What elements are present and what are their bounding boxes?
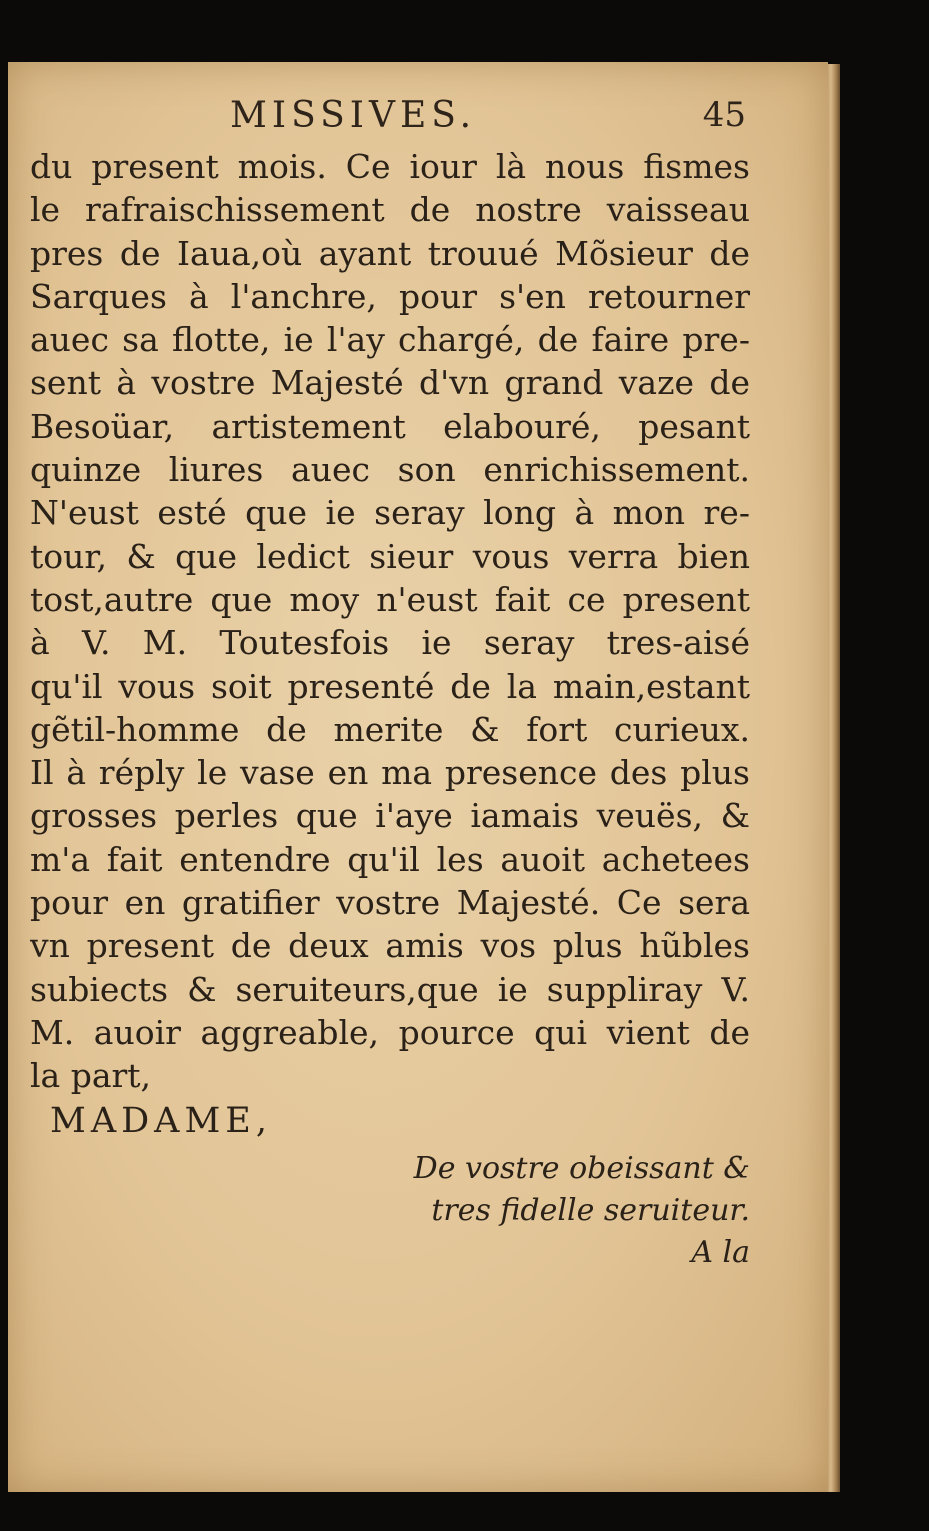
text-line: qu'il vous soit presenté de la main,estant — [30, 666, 750, 706]
text-block — [30, 95, 750, 1274]
body-text — [30, 145, 750, 1098]
text-line: à V. M. Toutesfois ie seray tres-aisé — [30, 623, 750, 663]
text-line: pour en gratifier vostre Majesté. Ce sera — [30, 883, 750, 923]
text-line: Il à réply le vase en ma presence des plus — [30, 753, 750, 793]
salutation: MADAME, — [50, 1100, 272, 1141]
text-line: auec sa flotte, ie l'ay chargé, de faire pre- — [30, 320, 750, 360]
signature-line: De vostre obeissant & — [413, 1150, 750, 1186]
text-line: N'eust esté que ie seray long à mon re- — [30, 493, 750, 533]
text-line: sent à vostre Majesté d'vn grand vaze de — [30, 363, 750, 403]
text-line: tost,autre que moy n'eust fait ce present — [30, 579, 750, 619]
text-line: Besoüar, artistement elabouré, pesant — [30, 406, 750, 446]
text-line: vn present de deux amis vos plus hũbles — [30, 926, 750, 966]
page-header — [30, 95, 750, 145]
text-line: m'a fait entendre qu'il les auoit achetees — [30, 839, 750, 879]
text-line: la part, — [30, 1056, 152, 1096]
text-line: M. auoir aggreable, pource qui vient de — [30, 1012, 750, 1052]
text-line: quinze liures auec son enrichissement. — [30, 450, 750, 490]
text-line: le rafraischissement de nostre vaisseau — [30, 190, 750, 230]
text-line: grosses perles que i'aye iamais veuës, & — [30, 796, 750, 836]
text-line: gẽtil-homme de merite & fort curieux. — [30, 709, 750, 749]
text-line: pres de Iaua,où ayant trouué Mõsieur de — [30, 233, 750, 273]
text-line: du present mois. Ce iour là nous fismes — [30, 147, 750, 186]
page-edge — [826, 64, 840, 1492]
text-line: tour, & que ledict sieur vous verra bien — [30, 536, 750, 576]
text-line: subiects & seruiteurs,que ie suppliray V. — [30, 969, 750, 1009]
signature-line: tres fidelle seruiteur. — [431, 1192, 750, 1228]
page-number: 45 — [702, 95, 746, 135]
text-line: Sarques à l'anchre, pour s'en retourner — [30, 276, 750, 316]
catchword: A la — [691, 1234, 750, 1270]
running-head: MISSIVES. — [230, 95, 477, 136]
